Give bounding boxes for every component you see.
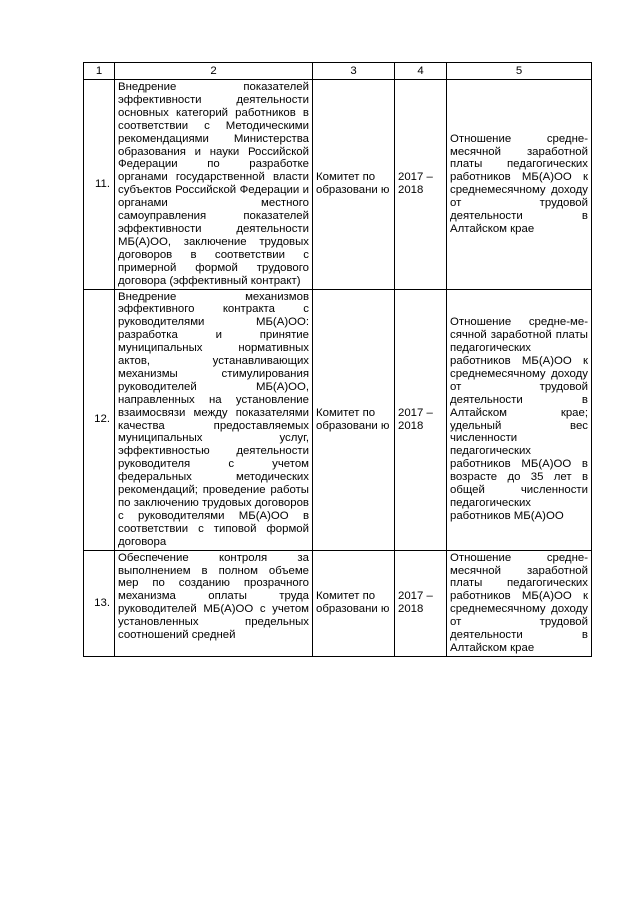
- indicator-cell: Отношение средне-месячной заработной платы педагогических работников МБ(А)ОО к среднемесячному доходу от трудовой деятельности в Алтайском крае: [447, 550, 592, 656]
- period-cell: 2017 – 2018: [395, 289, 447, 550]
- header-cell-1: 1: [84, 63, 115, 80]
- row-number: 12.: [84, 289, 115, 550]
- header-cell-4: 4: [395, 63, 447, 80]
- executor-cell: Комитет по образовани ю: [313, 550, 395, 656]
- table-header-row: [84, 63, 592, 80]
- measure-cell: Внедрение показателей эффективности деятельности основных категорий работников в соответствии с Методическими рекомендациями Министерства образования и науки Российской Федерации по разработке органами государственной власти субъектов Российской Федерации и органами местного самоуправления показателей эффективности деятельности МБ(А)ОО, заключение трудовых договоров в соответствии с примерной формой трудового договора (эффективный контракт): [115, 80, 313, 290]
- indicator-cell: Отношение средне-ме-сячной заработной платы педагогических работников МБ(А)ОО к среднемесячному доходу от трудовой деятельности в Алтайском крае; удельный вес численности педагогических работников МБ(А)ОО в возрасте до 35 лет в общей численности педагогических работников МБ(А)ОО: [447, 289, 592, 550]
- executor-cell: Комитет по образовани ю: [313, 289, 395, 550]
- table-row: [84, 550, 592, 656]
- measure-cell: Внедрение механизмов эффективного контракта с руководителями МБ(А)ОО: разработка и принятие муниципальных нормативных актов, устанавливающих механизмы стимулирования руководителей МБ(А)ОО, направленных на установление взаимосвязи между показателями качества предоставляемых муниципальных услуг, эффективностью деятельности руководителя с учетом федеральных методических рекомендаций; проведение работы по заключению трудовых договоров с руководителями МБ(А)ОО в соответствии с типовой формой договора: [115, 289, 313, 550]
- executor-cell: Комитет по образовани ю: [313, 80, 395, 290]
- table-row: [84, 289, 592, 550]
- period-cell: 2017 – 2018: [395, 550, 447, 656]
- measure-cell: Обеспечение контроля за выполнением в полном объеме мер по созданию прозрачного механизма оплаты труда руководителей МБ(А)ОО с учетом установленных предельных соотношений средней: [115, 550, 313, 656]
- header-cell-3: 3: [313, 63, 395, 80]
- row-number: 13.: [84, 550, 115, 656]
- header-cell-2: 2: [115, 63, 313, 80]
- table-row: [84, 80, 592, 290]
- row-number: 11.: [84, 80, 115, 290]
- indicator-cell: Отношение средне-месячной заработной платы педагогических работников МБ(А)ОО к среднемесячному доходу от трудовой деятельности в Алтайском крае: [447, 80, 592, 290]
- period-cell: 2017 – 2018: [395, 80, 447, 290]
- measures-table: [83, 62, 592, 657]
- header-cell-5: 5: [447, 63, 592, 80]
